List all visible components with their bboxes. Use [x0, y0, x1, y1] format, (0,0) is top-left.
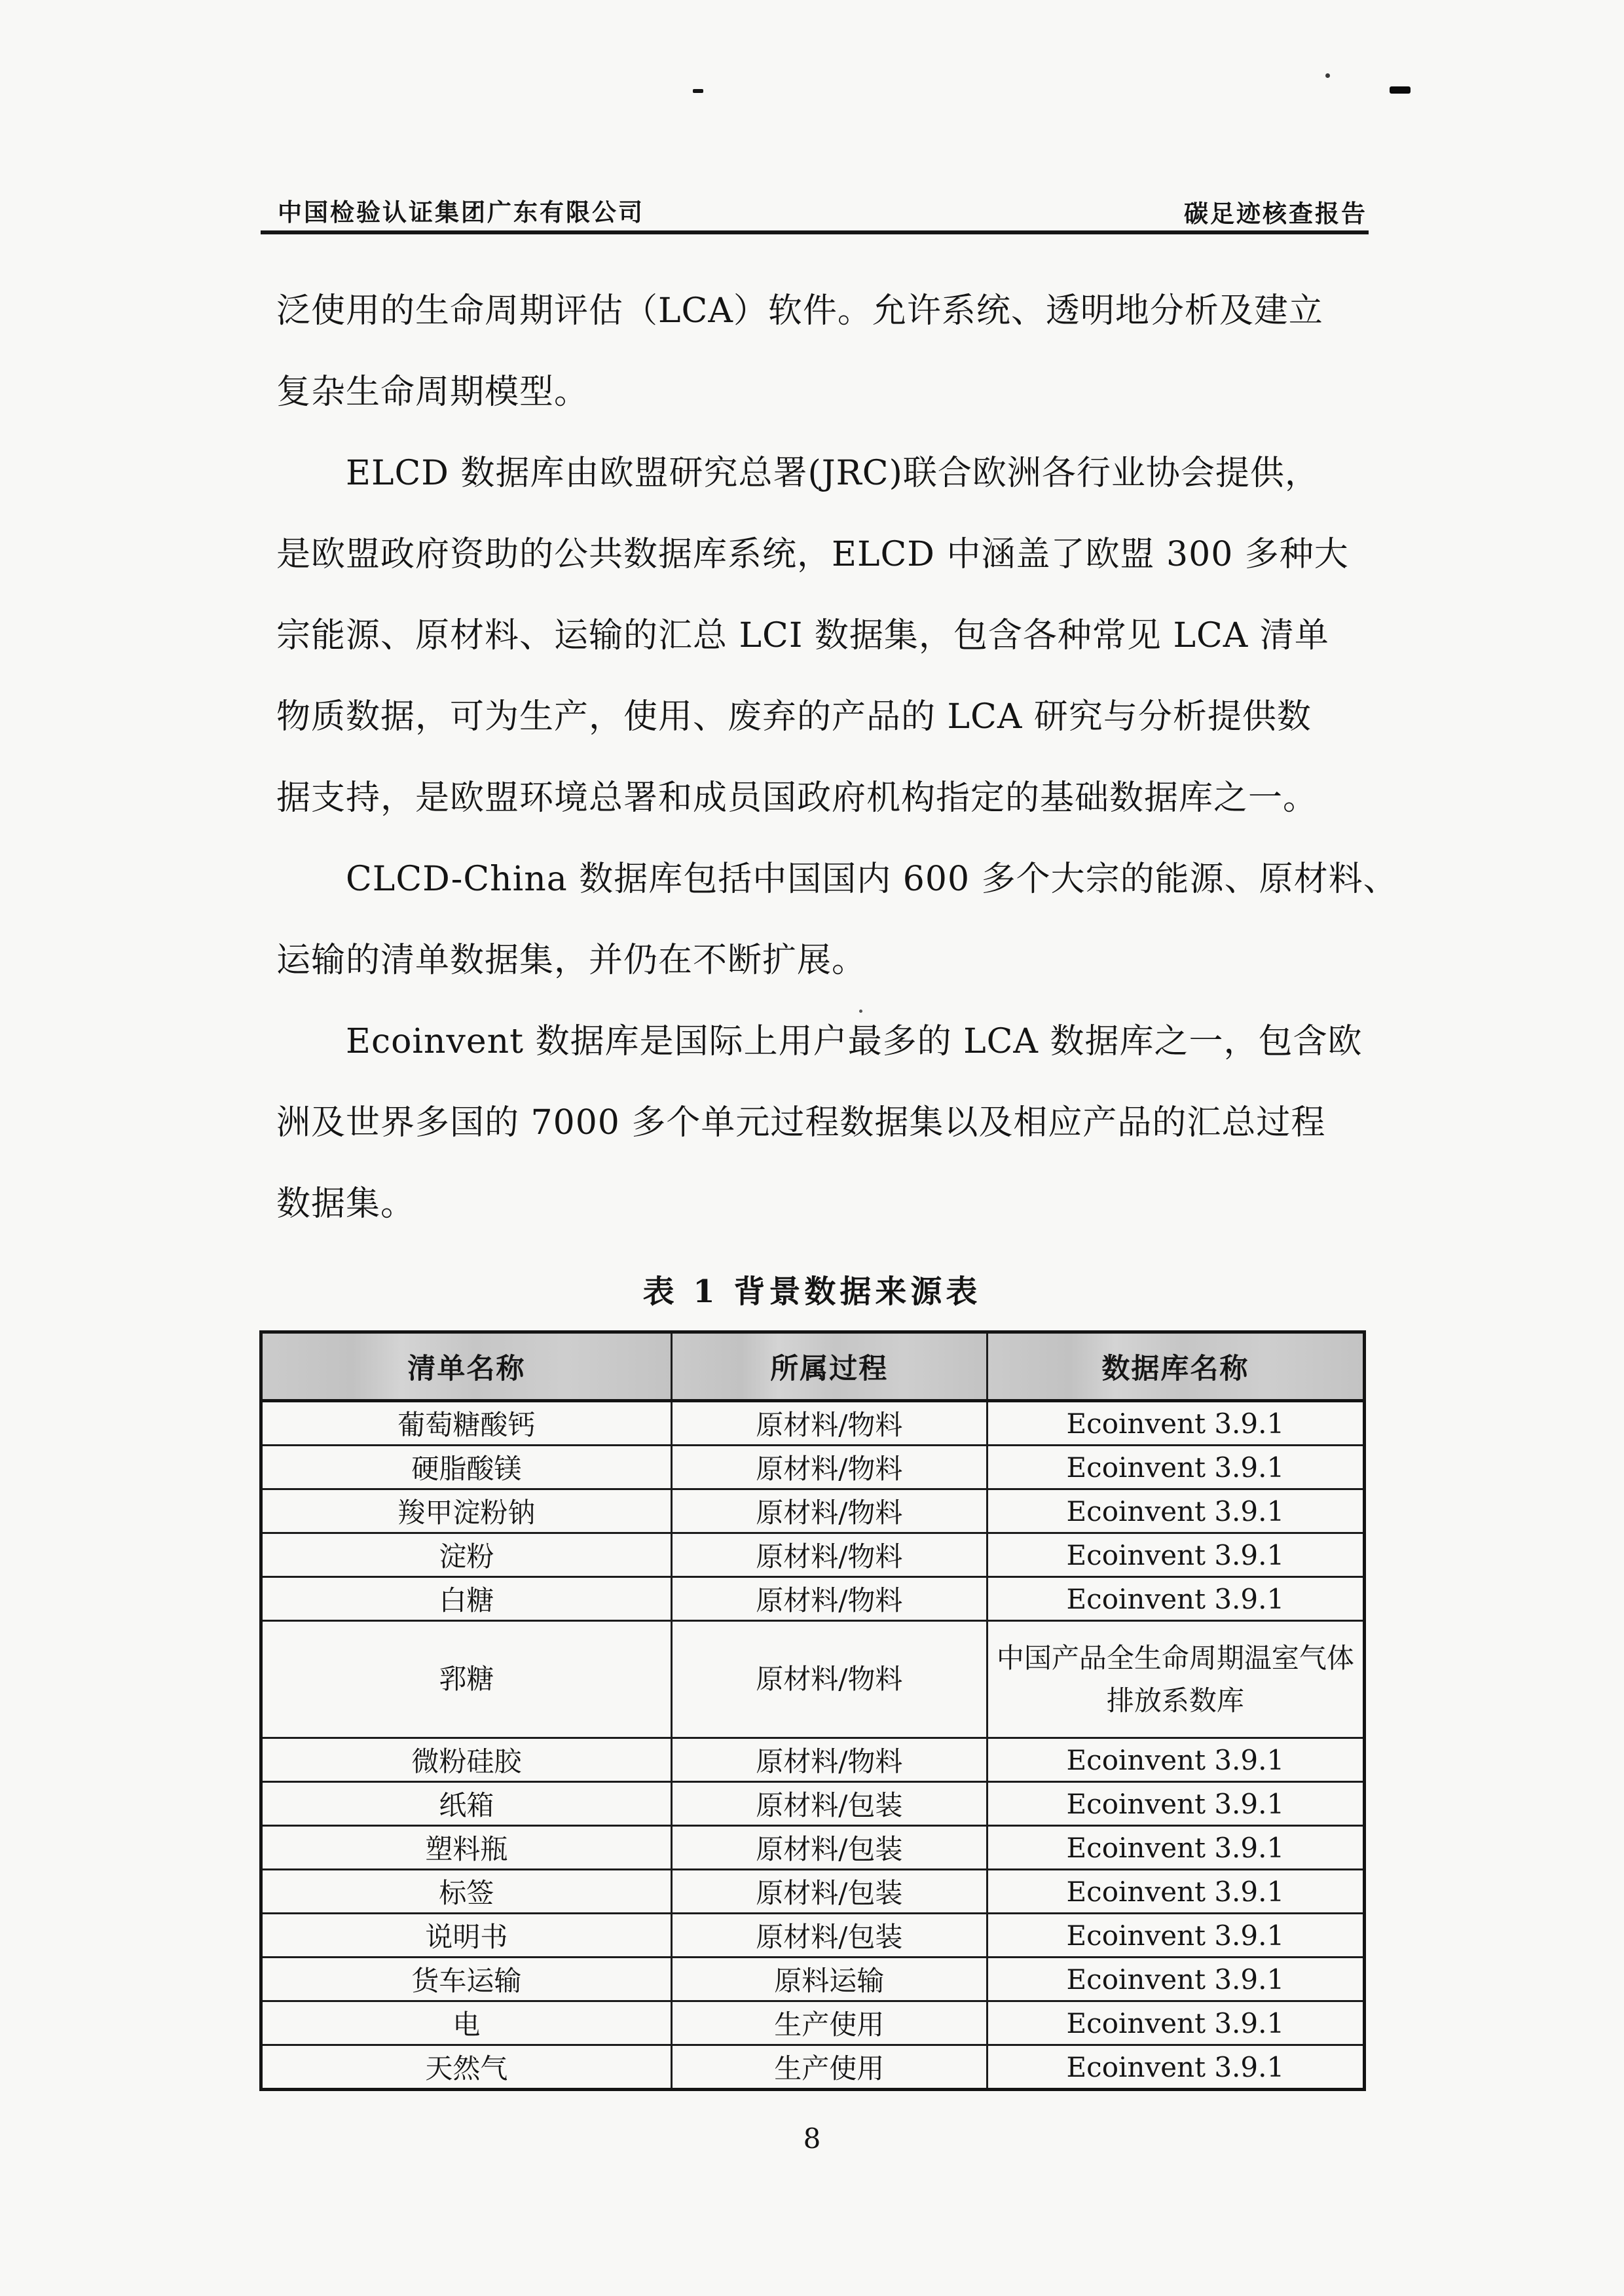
scan-artifact — [693, 89, 703, 93]
body-line: 是欧盟政府资助的公共数据库系统，ELCD 中涵盖了欧盟 300 多种大 — [276, 535, 1349, 574]
cell-database: Ecoinvent 3.9.1 — [987, 1782, 1364, 1826]
table-row — [261, 1621, 1365, 1738]
body-text — [276, 270, 1398, 1245]
cell-inventory: 电 — [261, 2001, 672, 2045]
cell-process: 原材料/物料 — [671, 1533, 987, 1577]
cell-process: 原材料/物料 — [671, 1401, 987, 1446]
cell-inventory: 微粉硅胶 — [261, 1738, 672, 1782]
cell-inventory: 葡萄糖酸钙 — [261, 1401, 672, 1446]
cell-process: 原材料/包装 — [671, 1914, 987, 1958]
table-row — [261, 1870, 1365, 1914]
cell-database: Ecoinvent 3.9.1 — [987, 1577, 1364, 1621]
table-row — [261, 1826, 1365, 1870]
cell-process: 原材料/包装 — [671, 1782, 987, 1826]
cell-process: 原材料/物料 — [671, 1577, 987, 1621]
body-line: CLCD-China 数据库包括中国国内 600 多个大宗的能源、原材料、 — [346, 860, 1398, 899]
header-rule — [261, 230, 1369, 234]
body-line: ELCD 数据库由欧盟研究总署(JRC)联合欧洲各行业协会提供， — [346, 454, 1320, 493]
cell-database: Ecoinvent 3.9.1 — [987, 1870, 1364, 1914]
cell-database: Ecoinvent 3.9.1 — [987, 1401, 1364, 1446]
cell-database: Ecoinvent 3.9.1 — [987, 1914, 1364, 1958]
body-line: 据支持，是欧盟环境总署和成员国政府机构指定的基础数据库之一。 — [276, 778, 1318, 818]
cell-inventory: 说明书 — [261, 1914, 672, 1958]
cell-inventory: 羧甲淀粉钠 — [261, 1489, 672, 1533]
cell-database: Ecoinvent 3.9.1 — [987, 1489, 1364, 1533]
cell-database: Ecoinvent 3.9.1 — [987, 2001, 1364, 2045]
column-header-inventory-name: 清单名称 — [261, 1332, 672, 1401]
cell-inventory: 郛糖 — [261, 1621, 672, 1738]
body-line: 洲及世界多国的 7000 多个单元过程数据集以及相应产品的汇总过程 — [276, 1103, 1326, 1142]
body-line: 物质数据，可为生产，使用、废弃的产品的 LCA 研究与分析提供数 — [276, 697, 1312, 737]
cell-database: Ecoinvent 3.9.1 — [987, 1958, 1364, 2001]
cell-process: 原料运输 — [671, 1958, 987, 2001]
background-data-source-table — [259, 1330, 1366, 2091]
body-line: 宗能源、原材料、运输的汇总 LCI 数据集，包含各种常见 LCA 清单 — [276, 616, 1329, 655]
body-line: 泛使用的生命周期评估（LCA）软件。允许系统、透明地分析及建立 — [276, 291, 1323, 331]
scan-artifact — [1390, 86, 1411, 94]
cell-inventory: 天然气 — [261, 2045, 672, 2090]
page-number: 8 — [803, 2123, 821, 2155]
cell-database: Ecoinvent 3.9.1 — [987, 1826, 1364, 1870]
cell-process: 原材料/包装 — [671, 1870, 987, 1914]
cell-database: Ecoinvent 3.9.1 — [987, 1533, 1364, 1577]
scan-artifact — [1325, 73, 1330, 78]
cell-process: 原材料/物料 — [671, 1446, 987, 1489]
cell-database: 中国产品全生命周期温室气体排放系数库 — [987, 1621, 1364, 1738]
table-row — [261, 1914, 1365, 1958]
table-row — [261, 2045, 1365, 2090]
cell-inventory: 货车运输 — [261, 1958, 672, 2001]
cell-process: 原材料/物料 — [671, 1489, 987, 1533]
header-company-name: 中国检验认证集团广东有限公司 — [278, 198, 644, 227]
body-line: 运输的清单数据集，并仍在不断扩展。 — [276, 941, 867, 980]
cell-inventory: 塑料瓶 — [261, 1826, 672, 1870]
column-header-database-name: 数据库名称 — [987, 1332, 1364, 1401]
body-line: 数据集。 — [276, 1184, 416, 1224]
column-header-process: 所属过程 — [671, 1332, 987, 1401]
table-header-row — [261, 1332, 1365, 1401]
cell-inventory: 白糖 — [261, 1577, 672, 1621]
cell-database: Ecoinvent 3.9.1 — [987, 1738, 1364, 1782]
table-row — [261, 1401, 1365, 1446]
cell-inventory: 淀粉 — [261, 1533, 672, 1577]
table-row — [261, 1577, 1365, 1621]
table-row — [261, 1489, 1365, 1533]
table-row — [261, 1446, 1365, 1489]
cell-inventory: 硬脂酸镁 — [261, 1446, 672, 1489]
cell-process: 生产使用 — [671, 2001, 987, 2045]
body-line: Ecoinvent 数据库是国际上用户最多的 LCA 数据库之一，包含欧 — [346, 1022, 1363, 1061]
body-line: 复杂生命周期模型。 — [276, 373, 589, 412]
cell-database: Ecoinvent 3.9.1 — [987, 1446, 1364, 1489]
table-row — [261, 1958, 1365, 2001]
cell-process: 原材料/包装 — [671, 1826, 987, 1870]
cell-inventory: 纸箱 — [261, 1782, 672, 1826]
header-report-title: 碳足迹核查报告 — [1184, 199, 1367, 228]
cell-process: 生产使用 — [671, 2045, 987, 2090]
cell-inventory: 标签 — [261, 1870, 672, 1914]
cell-process: 原材料/物料 — [671, 1621, 987, 1738]
table-row — [261, 2001, 1365, 2045]
table-row — [261, 1738, 1365, 1782]
table-row — [261, 1782, 1365, 1826]
table-row — [261, 1533, 1365, 1577]
cell-process: 原材料/物料 — [671, 1738, 987, 1782]
table-title: 表 1 背景数据来源表 — [642, 1273, 982, 1310]
cell-database: Ecoinvent 3.9.1 — [987, 2045, 1364, 2090]
